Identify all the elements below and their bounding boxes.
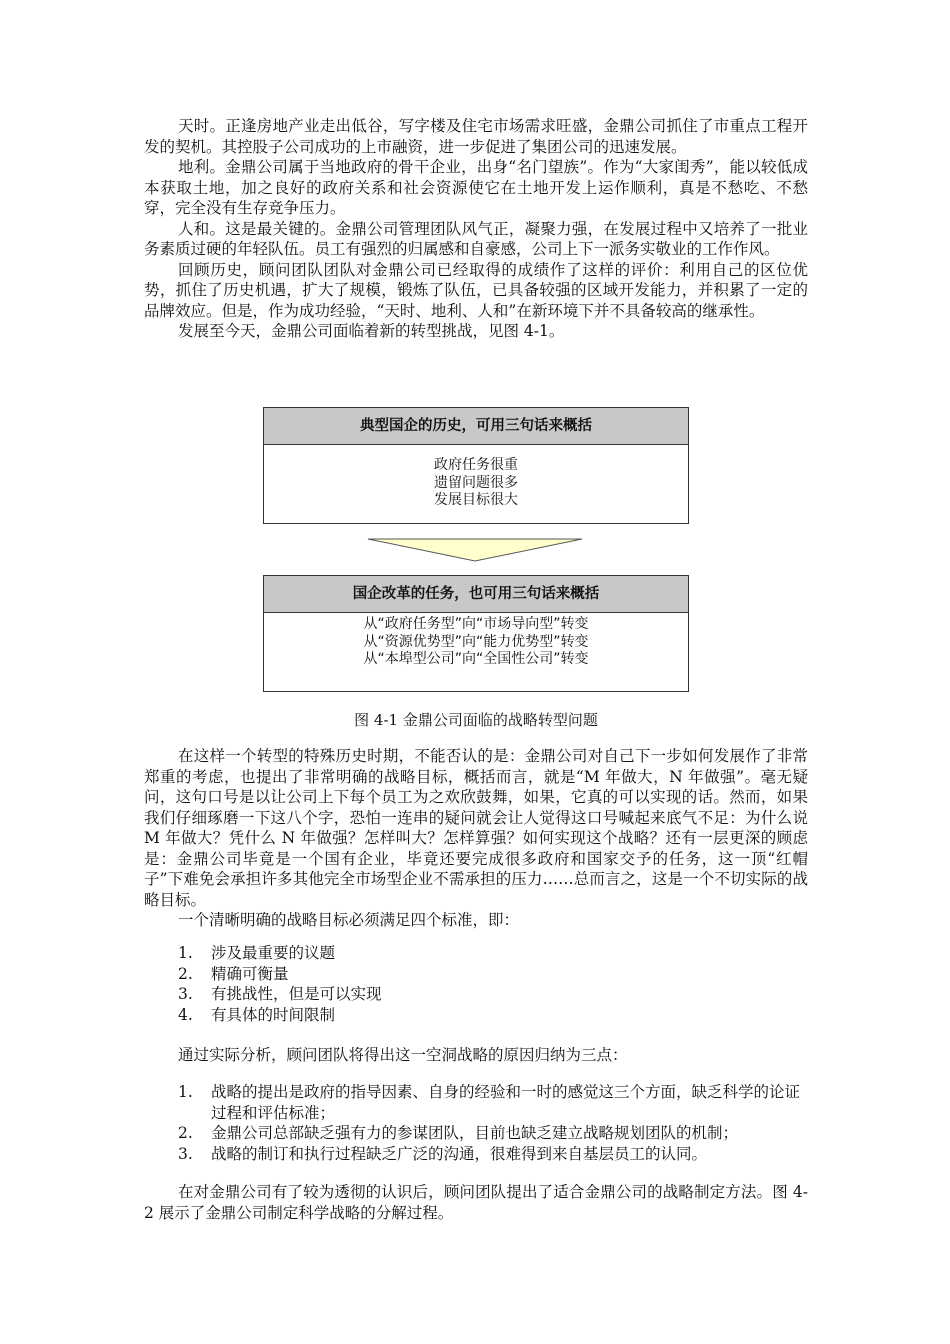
- list-number: 1.: [178, 944, 193, 962]
- closing-section: [144, 1182, 808, 1223]
- list-item: [178, 984, 808, 1005]
- list-item: [178, 1005, 808, 1026]
- figure-box-reform: [263, 575, 689, 692]
- reasons-intro: [178, 1045, 808, 1066]
- figure-box-reform-body: [264, 613, 688, 669]
- paragraph-dili: 地利。金鼎公司属于当地政府的骨干企业，出身“名门望族”。作为“大家闺秀”，能以较低成本获取土地，加之良好的政府关系和社会资源使它在土地开发上运作顺利，真是不愁吃、不愁穿，完全没有生存竞争压力。: [144, 158, 808, 217]
- list-text: 涉及最重要的议题: [211, 944, 336, 962]
- list-number: 3.: [178, 985, 193, 1003]
- list-text: 有挑战性，但是可以实现: [211, 985, 382, 1003]
- figure-box-reform-title: 国企改革的任务，也可用三句话来概括: [264, 576, 688, 613]
- list-item: [178, 1082, 808, 1123]
- list-number: 2.: [178, 1124, 193, 1142]
- paragraph-criteria-intro: 一个清晰明确的战略目标必须满足四个标准，即：: [178, 911, 520, 929]
- list-text: 战略的制订和执行过程缺乏广泛的沟通，很难得到来自基层员工的认同。: [211, 1144, 708, 1163]
- list-text: 战略的提出是政府的指导因素、自身的经验和一时的感觉这三个方面，缺乏科学的论证过程和评估标准；: [211, 1083, 801, 1122]
- reform-line: 从“资源优势型”向“能力优势型”转变: [363, 633, 589, 650]
- history-line: 发展目标很大: [434, 492, 518, 508]
- list-item: [178, 943, 808, 964]
- history-line: 遗留问题很多: [434, 474, 518, 491]
- list-item: [178, 1123, 808, 1144]
- reasons-intro-text: 通过实际分析，顾问团队将得出这一空洞战略的原因归纳为三点：: [178, 1046, 628, 1064]
- history-line: 政府任务很重: [434, 457, 518, 473]
- reform-line: 从“政府任务型”向“市场导向型”转变: [363, 616, 589, 632]
- list-item: [178, 964, 808, 985]
- list-number: 4.: [178, 1005, 193, 1024]
- intro-section: [144, 116, 808, 342]
- paragraph-review: 回顾历史，顾问团队团队对金鼎公司已经取得的成绩作了这样的评价：利用自己的区位优势，抓住了历史机遇，扩大了规模，锻炼了队伍，已具备较强的区域开发能力，并积累了一定的品牌效应。但是，作为成功经验，“天时、地利、人和”在新环境下并不具备较高的继承性。: [144, 260, 808, 320]
- reform-line: 从“本埠型公司”向“全国性公司”转变: [363, 651, 589, 667]
- paragraph-strategy-goal: 在这样一个转型的特殊历史时期，不能否认的是：金鼎公司对自己下一步如何发展作了非常郑重的考虑，也提出了非常明确的战略目标，概括而言，就是“M 年做大，N 年做强”。毫无疑问，这句口号是以让公司上下每个员工为之欢欣鼓舞，如果，它真的可以实现的话。然而，如果我们仔细琢磨一下这八个字，恐怕一连串的疑问就会让人觉得这口号喊起来底气不足：为什么说 M 年做大？凭什么 N 年做强？怎样叫大？怎样算强？如何实现这个战略？还有一层更深的顾虑是：金鼎公司毕竟是一个国有企业，毕竟还要完成很多政府和国家交予的任务，这一顶“红帽子”下难免会承担许多其他完全市场型企业不需承担的压力……总而言之，这是一个不切实际的战略目标。: [144, 747, 808, 909]
- list-text: 金鼎公司总部缺乏强有力的参谋团队，目前也缺乏建立战略规划团队的机制；: [211, 1124, 739, 1142]
- list-number: 1.: [178, 1083, 193, 1101]
- figure-box-history-body: [264, 445, 688, 510]
- reasons-list: [178, 1082, 808, 1164]
- figure-box-history-title: 典型国企的历史，可用三句话来概括: [264, 408, 688, 445]
- list-number: 2.: [178, 964, 193, 983]
- list-text: 精确可衡量: [211, 964, 289, 983]
- figure-box-history: [263, 407, 689, 524]
- list-number: 3.: [178, 1144, 193, 1163]
- list-text: 有具体的时间限制: [211, 1005, 336, 1024]
- paragraph-transition: 发展至今天，金鼎公司面临着新的转型挑战，见图 4-1。: [178, 322, 565, 340]
- paragraph-renhe: 人和。这是最关键的。金鼎公司管理团队风气正，凝聚力强，在发展过程中又培养了一批业务素质过硬的年轻队伍。员工有强烈的归属感和自豪感，公司上下一派务实敬业的工作作风。: [144, 219, 808, 258]
- figure-caption: 图 4-1 金鼎公司面临的战略转型问题: [354, 711, 598, 729]
- down-arrow-icon: [367, 537, 583, 563]
- list-item: [178, 1144, 808, 1165]
- middle-section: [144, 746, 808, 931]
- paragraph-closing: 在对金鼎公司有了较为透彻的认识后，顾问团队提出了适合金鼎公司的战略制定方法。图 4-2 展示了金鼎公司制定科学战略的分解过程。: [144, 1183, 808, 1222]
- down-arrow-shape: [368, 539, 582, 561]
- criteria-list: [178, 943, 808, 1025]
- paragraph-tianshi: 天时。正逢房地产业走出低谷，写字楼及住宅市场需求旺盛，金鼎公司抓住了市重点工程开发的契机。其控股子公司成功的上市融资，进一步促进了集团公司的迅速发展。: [144, 117, 808, 156]
